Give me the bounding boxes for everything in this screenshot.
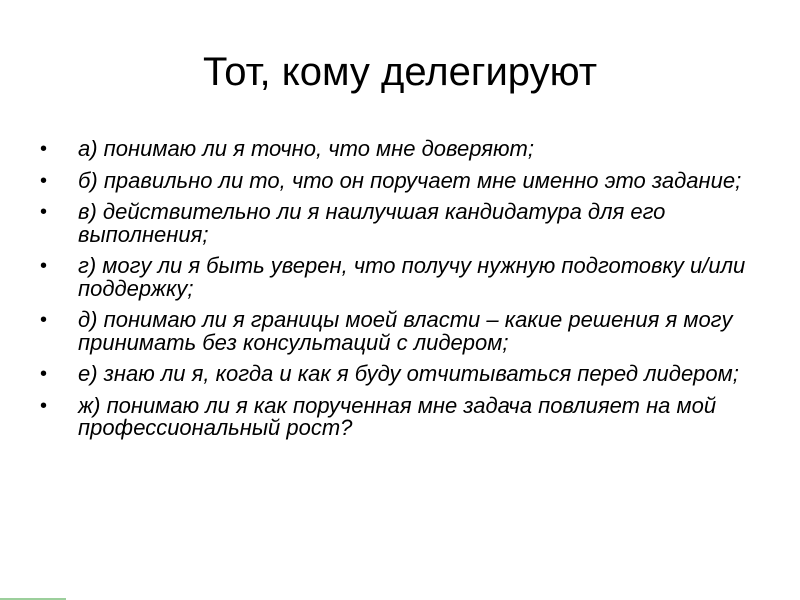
slide-title: Тот, кому делегируют (202, 50, 598, 94)
bullet-dot-icon: • (40, 255, 48, 277)
bullet-text: г) могу ли я быть уверен, что получу нужную подготовку и/или поддержку; (78, 253, 746, 301)
bullet-dot-icon: • (40, 363, 48, 385)
list-item (40, 392, 760, 440)
bullet-dot-icon: • (40, 169, 48, 192)
bullet-text: е) знаю ли я, когда и как я буду отчитываться перед лидером; (78, 361, 739, 386)
bullet-dot-icon: • (40, 138, 48, 160)
bullet-text: ж) понимаю ли я как порученная мне задача повлияет на мой профессиональный рост? (78, 392, 717, 440)
bullet-text: а) понимаю ли я точно, что мне доверяют; (78, 136, 534, 161)
list-item (40, 309, 760, 354)
bullet-dot-icon: • (40, 201, 48, 223)
list-item (40, 138, 760, 161)
bullet-dot-icon: • (40, 309, 48, 331)
list-item (40, 255, 760, 300)
bullet-text: д) понимаю ли я границы моей власти – какие решения я могу принимать без консультаций с лидером; (78, 307, 733, 355)
list-item (40, 201, 760, 246)
list-item (40, 167, 760, 193)
list-item (40, 363, 760, 386)
bullet-list (40, 138, 760, 449)
bullet-text: б) правильно ли то, что он поручает мне именно это задание; (78, 167, 742, 193)
bullet-dot-icon: • (40, 394, 48, 417)
bullet-text: в) действительно ли я наилучшая кандидатура для его выполнения; (78, 199, 666, 247)
